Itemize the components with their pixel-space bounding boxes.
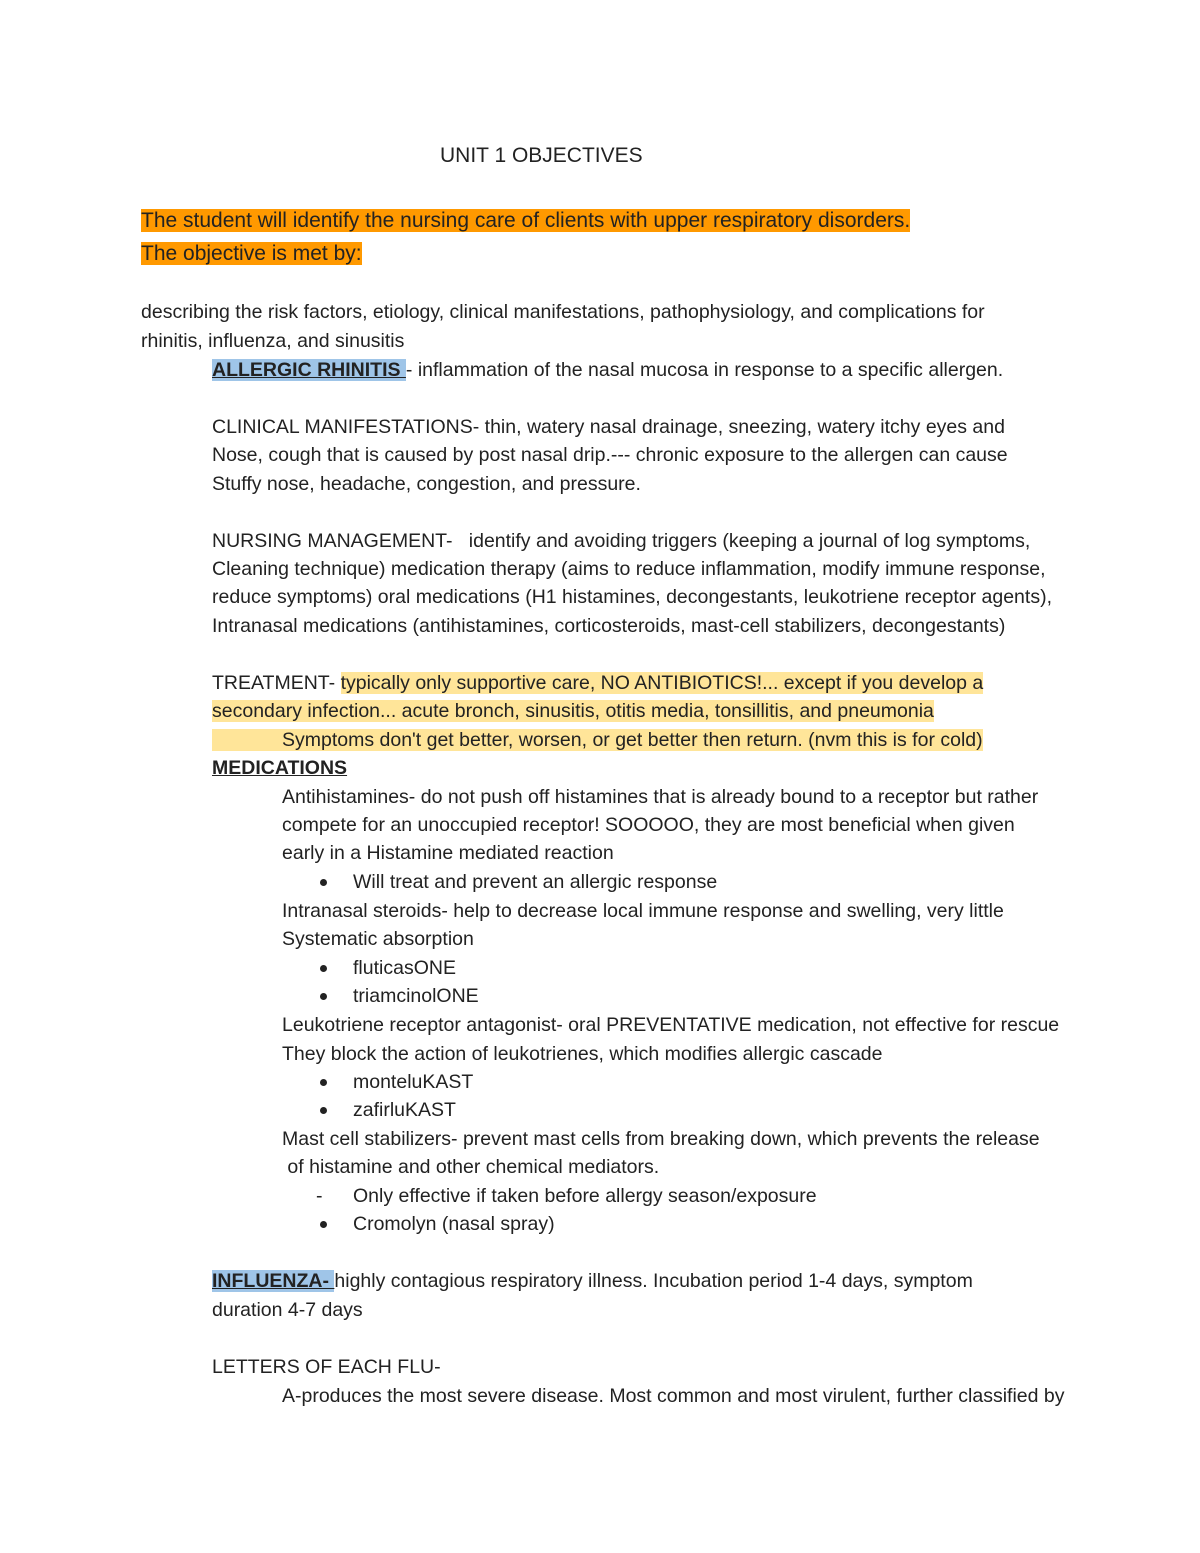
objective-line-2: The objective is met by: [141,242,362,265]
letters-heading: LETTERS OF EACH FLU- [212,1356,441,1378]
mast-cell-line-1: Mast cell stabilizers- prevent mast cells from breaking down, which prevents the release [282,1128,1040,1150]
clinical-line-3: Stuffy nose, headache, congestion, and pressure. [212,473,641,495]
intro-line-1: describing the risk factors, etiology, clinical manifestations, pathophysiology, and complications for [141,301,985,323]
bullet-icon [320,1221,327,1228]
treatment-line-3: Symptoms don't get better, worsen, or get better then return. (nvm this is for cold) [212,727,983,753]
leukotriene-line-1: Leukotriene receptor antagonist- oral PREVENTATIVE medication, not effective for rescue [282,1014,1060,1036]
bullet-icon [320,965,327,972]
list-item: zafirluKAST [353,1099,456,1121]
list-item: Cromolyn (nasal spray) [353,1213,555,1235]
mast-cell-line-2: of histamine and other chemical mediators. [282,1156,660,1178]
allergic-rhinitis-definition: - inflammation of the nasal mucosa in response to a specific allergen. [405,359,1004,381]
page-title: UNIT 1 OBJECTIVES [440,144,643,167]
list-item: monteluKAST [353,1071,474,1093]
bullet-icon [320,1079,327,1086]
influenza-heading: INFLUENZA- [212,1270,335,1292]
intro-line-2: rhinitis, influenza, and sinusitis [141,330,405,352]
influenza-line-1: INFLUENZA- highly contagious respiratory illness. Incubation period 1-4 days, symptom [212,1270,973,1292]
letter-a-line: A-produces the most severe disease. Most common and most virulent, further classified by [282,1385,1065,1407]
nursing-line-3: reduce symptoms) oral medications (H1 histamines, decongestants, leukotriene receptor agents), [212,586,1052,608]
treatment-label: TREATMENT- [212,672,341,694]
list-item: fluticasONE [353,957,456,979]
steroids-line-2: Systematic absorption [282,928,474,950]
antihistamines-line-1: Antihistamines- do not push off histamines that is already bound to a receptor but rather [282,786,1039,808]
bullet-icon [320,879,327,886]
list-item: Will treat and prevent an allergic response [353,871,718,893]
objective-line-1: The student will identify the nursing care of clients with upper respiratory disorders. [141,209,911,232]
clinical-line-1: CLINICAL MANIFESTATIONS- thin, watery nasal drainage, sneezing, watery itchy eyes and [212,416,1005,438]
antihistamines-line-2: compete for an unoccupied receptor! SOOOOO, they are most beneficial when given [282,814,1015,836]
allergic-rhinitis-line [212,357,1003,383]
steroids-line-1: Intranasal steroids- help to decrease local immune response and swelling, very little [282,900,1004,922]
leukotriene-line-2: They block the action of leukotrienes, which modifies allergic cascade [282,1043,883,1065]
nursing-line-1: NURSING MANAGEMENT- identify and avoiding triggers (keeping a journal of log symptoms, [212,530,1031,552]
bullet-icon [320,993,327,1000]
nursing-line-2: Cleaning technique) medication therapy (aims to reduce inflammation, modify immune response, [212,558,1046,580]
bullet-icon [320,1107,327,1114]
influenza-line-2: duration 4-7 days [212,1299,363,1321]
dash-marker: - [316,1185,323,1207]
treatment-line-1: TREATMENT- typically only supportive care, NO ANTIBIOTICS!... except if you develop a [212,672,984,694]
antihistamines-line-3: early in a Histamine mediated reaction [282,842,614,864]
list-item: Only effective if taken before allergy season/exposure [353,1185,817,1207]
medications-heading: MEDICATIONS [212,757,348,779]
nursing-line-4: Intranasal medications (antihistamines, corticosteroids, mast-cell stabilizers, decongestants) [212,615,1006,637]
clinical-line-2: Nose, cough that is caused by post nasal drip.--- chronic exposure to the allergen can cause [212,444,1008,466]
allergic-rhinitis-heading: ALLERGIC RHINITIS [212,359,406,381]
treatment-line-2: secondary infection... acute bronch, sinusitis, otitis media, tonsillitis, and pneumonia [212,700,934,722]
list-item: triamcinolONE [353,985,479,1007]
